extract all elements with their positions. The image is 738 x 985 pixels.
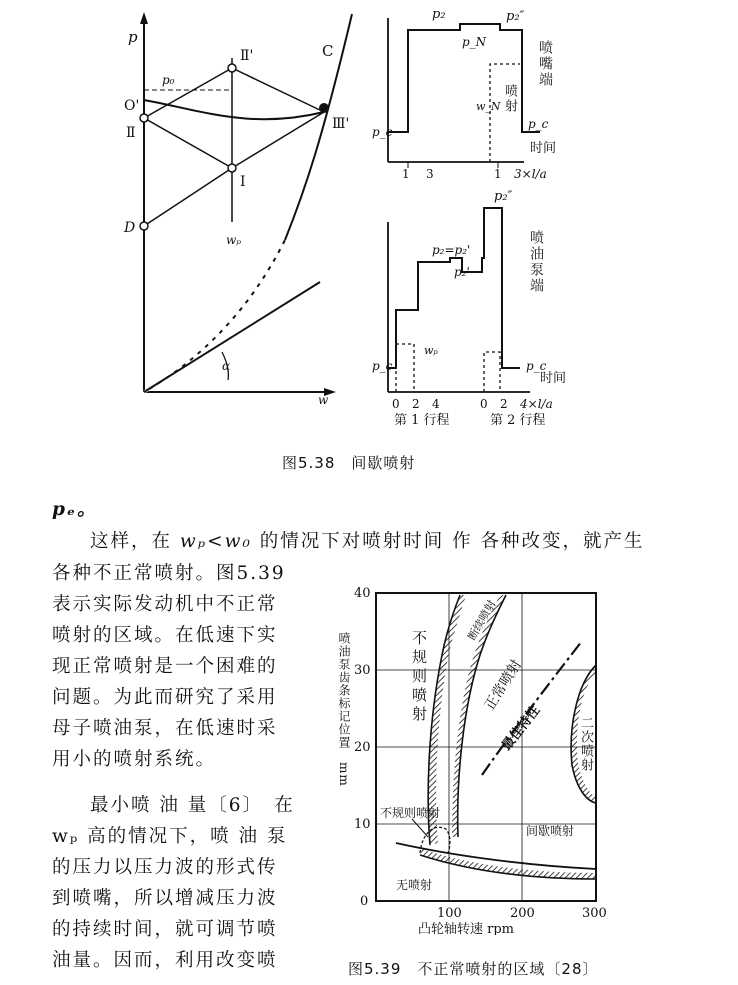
nozzle-label-p2pp: p₂″ xyxy=(506,9,525,24)
pump-label-wp: wₚ xyxy=(424,344,438,357)
nozzle-end-diagram xyxy=(372,7,556,181)
text-para2-b: wₚ 高的情况下，喷 油 泵 xyxy=(52,826,288,847)
region-irregular-small: 不规则喷射 xyxy=(380,806,441,820)
text-para2-line: 的压力以压力波的形式传 xyxy=(52,857,278,878)
pump-stroke-2: 第 2 行程 xyxy=(490,413,546,428)
label-IIp: Ⅱ' xyxy=(240,48,254,64)
pump-pressure-trace xyxy=(388,208,520,368)
ytick-30: 30 xyxy=(354,663,371,678)
curve-C xyxy=(144,14,352,392)
nozzle-label-p2: p₂ xyxy=(432,7,446,22)
xtick-300: 300 xyxy=(582,906,607,921)
text-line-1c: 的情况下对喷射时间 作 各种改变，就产生 xyxy=(251,531,645,552)
pump-stroke-1: 第 1 行程 xyxy=(394,413,450,428)
pump-label-p2-eq: p₂=p₂' xyxy=(432,243,471,257)
text-line-1a: 这样，在 xyxy=(90,531,180,552)
region-discharge-fail: 断续喷射 xyxy=(465,597,499,643)
xtick-200: 200 xyxy=(510,906,535,921)
label-C: C xyxy=(322,42,334,60)
pump-tick-a0: 0 xyxy=(392,397,400,411)
nozzle-label-time: 时间 xyxy=(530,141,557,156)
p-axis-arrow xyxy=(140,12,148,24)
figure-5-39 xyxy=(330,575,620,935)
pump-label-pc-right: p_c xyxy=(526,359,547,373)
ytick-10: 10 xyxy=(354,817,371,832)
line-D-I xyxy=(144,168,232,226)
point-D xyxy=(140,222,148,230)
figure-5-38-caption: 图5.38 间歇喷射 xyxy=(282,454,416,472)
nozzle-tick-label-1b: 1 xyxy=(494,167,502,181)
xtick-100: 100 xyxy=(437,906,462,921)
label-II: Ⅱ xyxy=(126,125,136,141)
line-O-IIp xyxy=(144,68,232,118)
text-para-line: 问题。为此而研究了采用 xyxy=(52,687,278,708)
point-IIp xyxy=(228,64,236,72)
region-none: 无喷射 xyxy=(396,878,433,892)
label-IIIp: Ⅲ' xyxy=(332,116,350,132)
phase-diagram xyxy=(123,12,352,407)
pump-label-p2p: p₂' xyxy=(454,265,470,279)
alpha-line xyxy=(144,282,320,392)
text-para2-a: 最小喷 油 量〔6〕 在 xyxy=(90,795,295,816)
nozzle-tick-label-3x: 3×l/a xyxy=(514,167,547,181)
label-D: D xyxy=(124,220,136,236)
text-line-1b: wₚ<w₀ xyxy=(179,531,252,552)
w-axis-label: w xyxy=(318,393,329,407)
nozzle-tick-label-3: 3 xyxy=(426,167,434,181)
pump-wp-trace-2 xyxy=(484,352,500,392)
pump-end-diagram xyxy=(372,189,566,428)
text-para-line: 喷射的区域。在低速下实 xyxy=(52,625,278,646)
x-axis-label: 凸轮轴转速 rpm xyxy=(418,922,514,935)
pump-tick-b0: 0 xyxy=(480,397,488,411)
label-I: Ⅰ xyxy=(240,174,246,190)
region-secondary: 二次喷射 xyxy=(578,716,593,772)
pump-tick-a2: 2 xyxy=(412,397,420,411)
figure-5-39-caption: 图5.39 不正常喷射的区域〔28〕 xyxy=(348,960,599,978)
pump-tick-b4x: 4×l/a xyxy=(520,397,553,411)
text-para-line: 各种不正常喷射。图5.39 xyxy=(52,563,286,584)
label-p0: p₀ xyxy=(162,73,175,87)
nozzle-label-wN: w_N xyxy=(476,100,501,113)
ytick-40: 40 xyxy=(354,586,371,601)
point-II xyxy=(140,114,148,122)
pump-label-time: 时间 xyxy=(540,371,567,386)
figure-5-38 xyxy=(0,0,738,480)
alpha-label: α xyxy=(222,359,231,373)
text-para2-line: 油量。因而，利用改变喷 xyxy=(52,950,278,971)
text-para-line: 表示实际发动机中不正常 xyxy=(52,594,278,615)
nozzle-label-pc-left: p_c xyxy=(372,125,393,139)
line-O-I xyxy=(144,118,232,168)
pump-tick-a4: 4 xyxy=(432,397,440,411)
pump-label-p2pp: p₂″ xyxy=(494,189,513,204)
irregular-leader xyxy=(412,819,428,837)
text-para-line: 用小的喷射系统。 xyxy=(52,749,217,770)
ytick-0: 0 xyxy=(360,894,369,909)
point-I xyxy=(228,164,236,172)
point-IIIp xyxy=(319,103,329,113)
pump-label-pc-left: p_c xyxy=(372,359,393,373)
nozzle-inject-label: 喷射 xyxy=(502,84,517,114)
pump-tick-b2: 2 xyxy=(500,397,508,411)
p-axis-label: p xyxy=(128,28,138,46)
ytick-20: 20 xyxy=(354,740,371,755)
pump-end-title: 喷油泵端 xyxy=(528,230,544,294)
text-line-1 xyxy=(90,526,645,557)
label-wp: wₚ xyxy=(226,233,242,247)
text-para2-line: 到喷嘴，所以增减压力波 xyxy=(52,888,278,909)
line-I-IIIp xyxy=(232,112,324,168)
nozzle-label-pc-right: p_c xyxy=(528,117,549,131)
y-axis-label: 喷油泵齿条标记位置 mm xyxy=(337,632,351,787)
region-intermittent: 间歇喷射 xyxy=(526,824,575,838)
line-IIp-IIIp xyxy=(232,68,324,112)
text-para-line: 母子喷油泵，在低速时采 xyxy=(52,718,278,739)
nozzle-tick-label-1: 1 xyxy=(402,167,410,181)
text-para2-line: 的持续时间，就可调节喷 xyxy=(52,919,278,940)
label-O: O' xyxy=(124,98,140,114)
nozzle-end-title: 喷嘴端 xyxy=(537,40,553,88)
region-best: 最佳特性 xyxy=(499,703,544,754)
region-irregular-top: 不规则喷射 xyxy=(410,630,428,725)
pump-wp-trace-1 xyxy=(396,344,414,392)
region-normal: 正常喷射 xyxy=(481,657,526,714)
text-pc-line: pₑ。 xyxy=(52,499,98,520)
text-para-line: 现正常喷射是一个困难的 xyxy=(52,656,278,677)
nozzle-label-pN: p_N xyxy=(462,35,487,49)
